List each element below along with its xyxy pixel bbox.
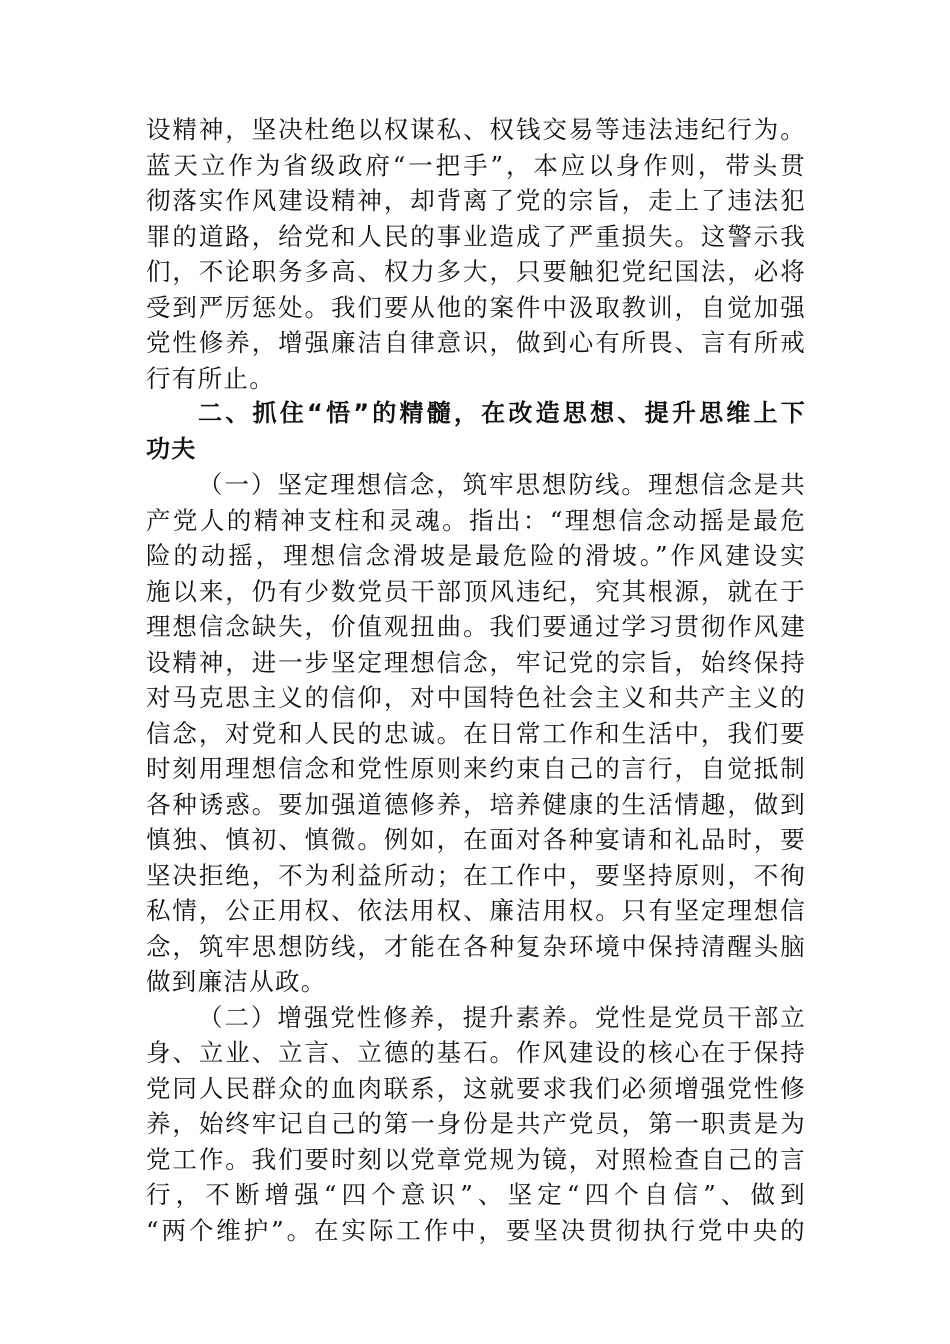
body-line: 身、立业、立言、立德的基石。作风建设的核心在于保持 xyxy=(146,1038,806,1067)
body-line: 设精神，进一步坚定理想信念，牢记党的宗旨，始终保持 xyxy=(146,647,806,677)
body-line: 党同人民群众的血肉联系，这就要求我们必须增强党性修 xyxy=(146,1073,806,1103)
body-line: 做到廉洁从政。 xyxy=(146,967,327,996)
document-body xyxy=(146,112,806,1248)
body-line: 罪的道路，给党和人民的事业造成了严重损失。这警示我 xyxy=(146,221,806,251)
section-heading: 二、抓住“悟”的精髓，在改造思想、提升思维上下 xyxy=(198,399,806,427)
body-line: 信念，对党和人民的忠诚。在日常工作和生活中，我们要 xyxy=(146,718,806,748)
body-line: 各种诱惑。要加强道德修养，培养健康的生活情趣，做到 xyxy=(146,789,806,819)
body-line: 彻落实作风建设精神，却背离了党的宗旨，走上了违法犯 xyxy=(146,186,806,215)
body-line: 们，不论职务多高、权力多大，只要触犯党纪国法，必将 xyxy=(146,257,806,286)
body-line: 产党人的精神支柱和灵魂。指出：“理想信念动摇是最危 xyxy=(146,505,806,535)
body-line: 党工作。我们要时刻以党章党规为镜，对照检查自己的言 xyxy=(146,1144,806,1174)
subsection-paragraph-start: （二）增强党性修养，提升素养。党性是党员干部立 xyxy=(198,1002,806,1032)
body-line: 施以来，仍有少数党员干部顶风违纪，究其根源，就在于 xyxy=(146,576,806,606)
body-line: 党性修养，增强廉洁自律意识，做到心有所畏、言有所戒 xyxy=(146,328,806,357)
body-line: 时刻用理想信念和党性原则来约束自己的言行，自觉抵制 xyxy=(146,754,806,783)
subsection-paragraph-start: （一）坚定理想信念，筑牢思想防线。理想信念是共 xyxy=(198,470,806,499)
body-line: 念，筑牢思想防线，才能在各种复杂环境中保持清醒头脑 xyxy=(146,931,806,961)
body-line: 受到严厉惩处。我们要从他的案件中汲取教训，自觉加强 xyxy=(146,292,806,322)
body-line: 坚决拒绝，不为利益所动；在工作中，要坚持原则，不徇 xyxy=(146,860,806,890)
body-line: 私情，公正用权、依法用权、廉洁用权。只有坚定理想信 xyxy=(146,896,806,925)
body-line: 理想信念缺失，价值观扭曲。我们要通过学习贯彻作风建 xyxy=(146,612,806,641)
section-heading-continued: 功夫 xyxy=(146,434,197,463)
body-line: 行有所止。 xyxy=(146,363,275,393)
body-line: 养，始终牢记自己的第一身份是共产党员，第一职责是为 xyxy=(146,1109,806,1138)
body-line: 险的动摇，理想信念滑坡是最危险的滑坡。”作风建设实 xyxy=(146,541,806,570)
body-line: 行，不断增强“四个意识”、坚定“四个自信”、做到 xyxy=(146,1180,806,1209)
body-line: 慎独、慎初、慎微。例如，在面对各种宴请和礼品时，要 xyxy=(146,825,806,854)
body-line: 设精神，坚决杜绝以权谋私、权钱交易等违法违纪行为。 xyxy=(146,115,806,144)
body-line: “两个维护”。在实际工作中，要坚决贯彻执行党中央的 xyxy=(146,1215,806,1245)
body-line: 对马克思主义的信仰，对中国特色社会主义和共产主义的 xyxy=(146,683,806,712)
body-line: 蓝天立作为省级政府“一把手”，本应以身作则，带头贯 xyxy=(146,150,806,180)
